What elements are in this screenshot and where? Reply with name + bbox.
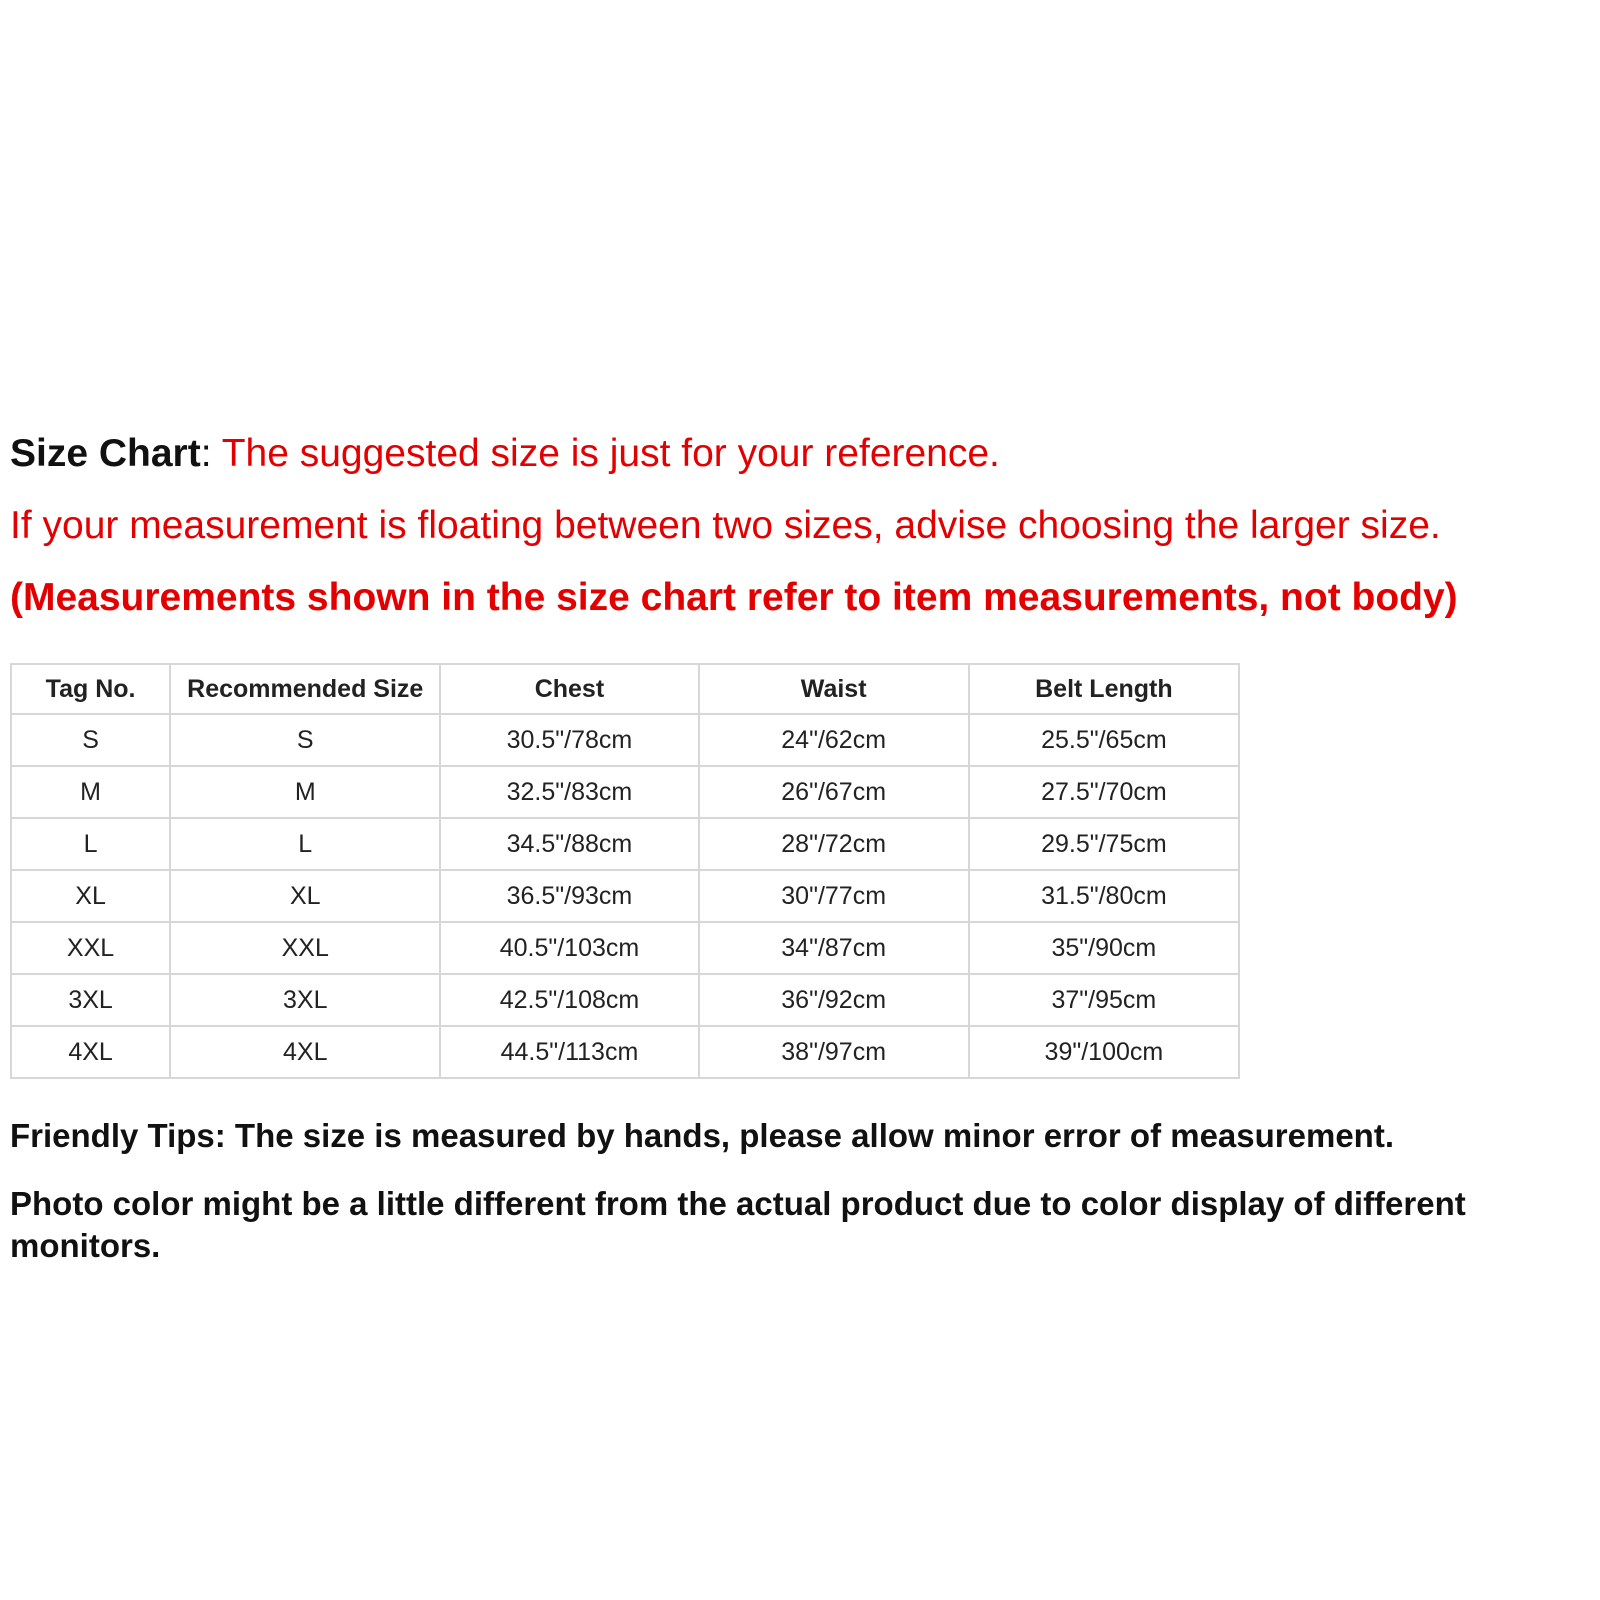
cell-belt-length: 37"/95cm — [969, 974, 1239, 1026]
cell-recommended-size: L — [170, 818, 440, 870]
cell-waist: 24"/62cm — [699, 714, 969, 766]
cell-chest: 40.5"/103cm — [440, 922, 698, 974]
cell-chest: 36.5"/93cm — [440, 870, 698, 922]
cell-chest: 32.5"/83cm — [440, 766, 698, 818]
header-chest: Chest — [440, 664, 698, 714]
table-row — [11, 922, 1239, 974]
table-header-row — [11, 664, 1239, 714]
reference-note: The suggested size is just for your reference. — [221, 432, 1000, 475]
cell-tag-no: 4XL — [11, 1026, 170, 1078]
header-tag-no: Tag No. — [11, 664, 170, 714]
size-chart-intro — [10, 430, 1590, 622]
heading-separator: : — [200, 432, 222, 475]
cell-waist: 36"/92cm — [699, 974, 969, 1026]
cell-tag-no: 3XL — [11, 974, 170, 1026]
cell-waist: 30"/77cm — [699, 870, 969, 922]
size-chart-label: Size Chart — [10, 432, 201, 475]
friendly-tips: Friendly Tips: The size is measured by hands, please allow minor error of measurement. — [10, 1117, 1394, 1154]
cell-recommended-size: 3XL — [170, 974, 440, 1026]
tips-section — [10, 1115, 1595, 1267]
size-chart-heading — [10, 430, 1590, 478]
cell-tag-no: XXL — [11, 922, 170, 974]
table-row — [11, 870, 1239, 922]
cell-chest: 42.5"/108cm — [440, 974, 698, 1026]
cell-recommended-size: 4XL — [170, 1026, 440, 1078]
cell-belt-length: 35"/90cm — [969, 922, 1239, 974]
cell-belt-length: 25.5"/65cm — [969, 714, 1239, 766]
cell-tag-no: S — [11, 714, 170, 766]
table-row — [11, 1026, 1239, 1078]
header-waist: Waist — [699, 664, 969, 714]
table-row — [11, 818, 1239, 870]
cell-recommended-size: XL — [170, 870, 440, 922]
table-row — [11, 766, 1239, 818]
cell-tag-no: L — [11, 818, 170, 870]
cell-tag-no: M — [11, 766, 170, 818]
cell-belt-length: 39"/100cm — [969, 1026, 1239, 1078]
cell-chest: 34.5"/88cm — [440, 818, 698, 870]
cell-recommended-size: S — [170, 714, 440, 766]
header-recommended-size: Recommended Size — [170, 664, 440, 714]
table-row — [11, 714, 1239, 766]
cell-waist: 38"/97cm — [699, 1026, 969, 1078]
size-table — [10, 663, 1240, 1079]
cell-recommended-size: M — [170, 766, 440, 818]
cell-tag-no: XL — [11, 870, 170, 922]
photo-color-note: Photo color might be a little different from the actual product due to color display of different monitors. — [10, 1185, 1466, 1264]
cell-belt-length: 29.5"/75cm — [969, 818, 1239, 870]
cell-belt-length: 31.5"/80cm — [969, 870, 1239, 922]
header-belt-length: Belt Length — [969, 664, 1239, 714]
measurement-note: (Measurements shown in the size chart refer to item measurements, not body) — [10, 576, 1458, 619]
cell-recommended-size: XXL — [170, 922, 440, 974]
cell-waist: 26"/67cm — [699, 766, 969, 818]
cell-chest: 30.5"/78cm — [440, 714, 698, 766]
larger-size-advice: If your measurement is floating between two sizes, advise choosing the larger size. — [10, 504, 1441, 547]
cell-waist: 34"/87cm — [699, 922, 969, 974]
cell-chest: 44.5"/113cm — [440, 1026, 698, 1078]
cell-waist: 28"/72cm — [699, 818, 969, 870]
cell-belt-length: 27.5"/70cm — [969, 766, 1239, 818]
table-row — [11, 974, 1239, 1026]
